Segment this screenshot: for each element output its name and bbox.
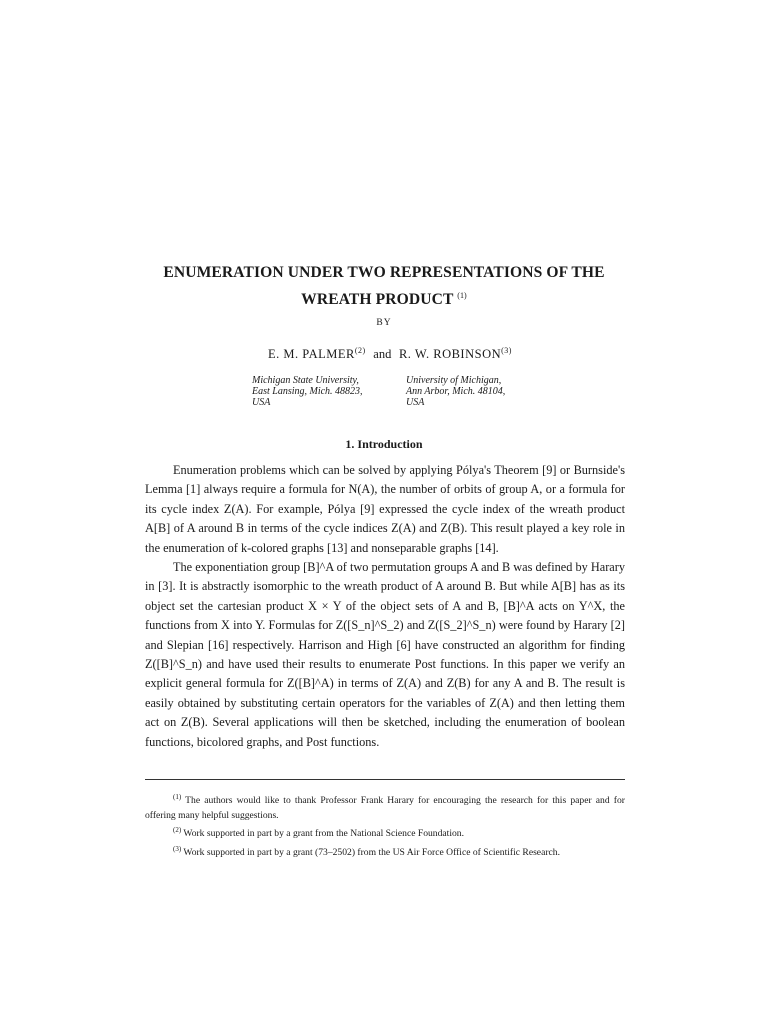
- affiliation-line: East Lansing, Mich. 48823,: [252, 386, 363, 397]
- title-line-1: ENUMERATION UNDER TWO REPRESENTATIONS OF THE: [163, 264, 605, 281]
- footnote-mark: (2): [173, 826, 182, 835]
- paragraph: The exponentiation group [B]^A of two permutation groups A and B was defined by Harary in [3]. It is abstractly isomorphic to the wreath product of A around B. But while A[B] has as its object set the cartesian product X × Y of the object sets of A and B, [B]^A acts on Y^X, the functions from X into Y. Formulas for Z([S_n]^S_2) and Z([S_2]^S_n) were found by Harary [2] and Slepian [16] respectively. Harrison and High [6] have constructed an algorithm for finding Z([B]^S_n) and have used their results to enumerate Post functions. In this paper we verify an explicit general formula for Z([B]^A) in terms of Z(A) and Z(B) for any A and B. The result is easily obtained by substituting certain operators for the variables of Z(A) and then letting them act on Z(B). Several applications will then be sketched, including the enumeration of boolean functions, bicolored graphs, and Post functions.: [145, 560, 625, 749]
- affiliation-line: USA: [406, 397, 425, 408]
- author-robinson-mark: (3): [501, 346, 512, 355]
- affiliation-line: USA: [252, 397, 271, 408]
- authors-connector: and: [373, 347, 392, 362]
- paper-title: [120, 261, 648, 311]
- title-line-2: [120, 284, 648, 311]
- footnotes: [145, 790, 625, 861]
- footnote-text: The authors would like to thank Professor Frank Harary for encouraging the research for this paper and for offering many helpful suggestions.: [145, 795, 625, 821]
- title-footnote-mark: (1): [457, 291, 467, 300]
- footnote-rule: [145, 779, 625, 780]
- title-line-2-text: WREATH PRODUCT: [301, 291, 454, 309]
- affiliation-university-of-michigan: [406, 375, 505, 408]
- footnote-text: Work supported in part by a grant (73–2502) from the US Air Force Office of Scientific Research.: [183, 847, 560, 859]
- affiliation-line: Michigan State University,: [252, 375, 359, 386]
- author-robinson: R. W. ROBINSON: [398, 347, 502, 362]
- affiliation-line: University of Michigan,: [406, 375, 502, 386]
- authors: [0, 346, 768, 362]
- paragraph: Enumeration problems which can be solved by applying Pólya's Theorem [9] or Burnside's Lemma [1] always require a formula for N(A), the number of orbits of group A, or a formula for its cycle index Z(A). For example, Pólya [9] expressed the cycle index of the wreath product A[B] of A around B in terms of the cycle indices Z(A) and Z(B). This result played a key role in the enumeration of k-colored graphs [13] and nonseparable graphs [14].: [145, 463, 625, 555]
- affiliation-line: Ann Arbor, Mich. 48104,: [406, 386, 506, 397]
- author-palmer-mark: (2): [354, 346, 366, 355]
- footnote: [145, 790, 625, 823]
- footnote-text: Work supported in part by a grant from the National Science Foundation.: [183, 828, 464, 840]
- affiliation-michigan-state: [252, 375, 363, 408]
- footnote: [145, 842, 625, 861]
- author-palmer: E. M. PALMER: [268, 347, 355, 362]
- byline: BY: [376, 318, 392, 328]
- section-heading: 1. Introduction: [345, 437, 423, 451]
- footnote: [145, 823, 625, 842]
- body-text: [145, 461, 625, 752]
- footnote-mark: (1): [173, 793, 182, 801]
- footnote-mark: (3): [173, 845, 182, 854]
